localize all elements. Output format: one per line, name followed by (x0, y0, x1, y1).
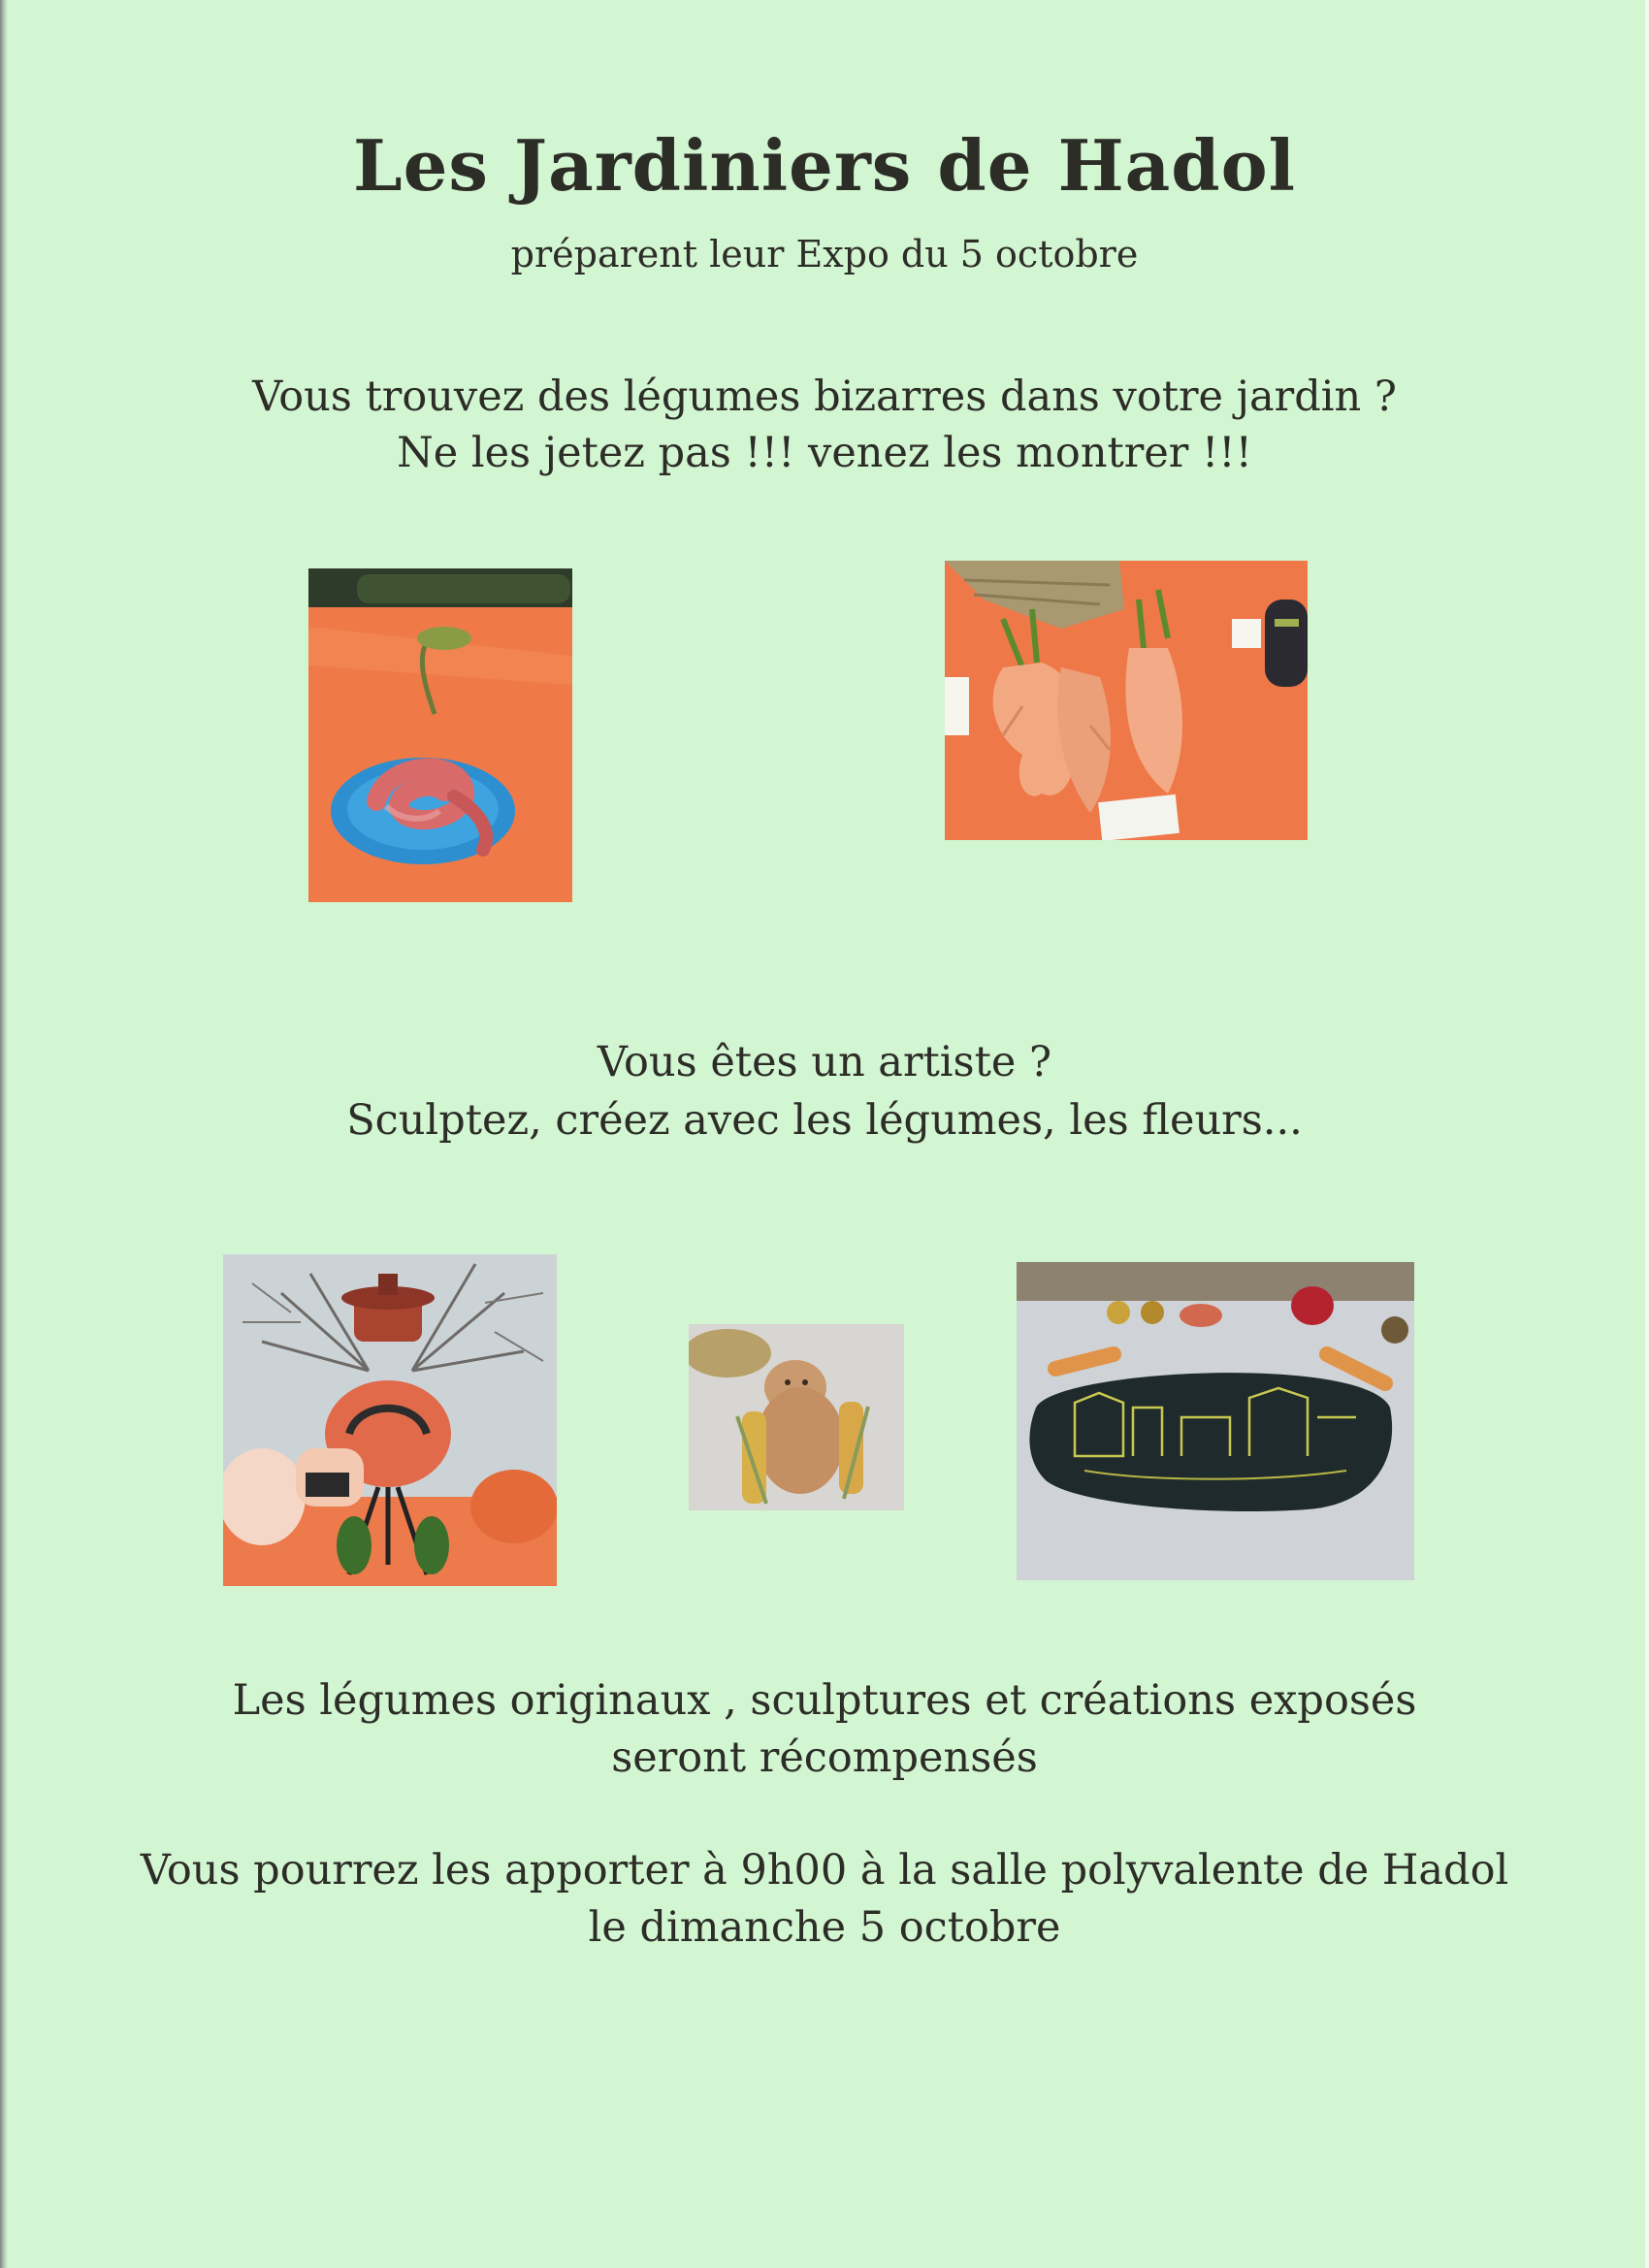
section4-line2: le dimanche 5 octobre (588, 1903, 1061, 1952)
section2-line2: Sculptez, créez avec les légumes, les fleurs... (346, 1096, 1303, 1145)
section1-line1: Vous trouvez des légumes bizarres dans votre jardin ? (252, 373, 1397, 421)
section3-line1: Les légumes originaux , sculptures et créations exposés (232, 1676, 1417, 1725)
section2-line1: Vous êtes un artiste ? (597, 1038, 1052, 1086)
coiled-vegetable-photo (308, 568, 572, 902)
flyer-title: Les Jardiniers de Hadol (352, 124, 1297, 207)
forked-carrots-photo (945, 561, 1308, 840)
section3-line2: seront récompensés (611, 1733, 1038, 1782)
potato-figure-photo (689, 1324, 904, 1510)
flyer-subtitle: préparent leur Expo du 5 octobre (510, 233, 1139, 275)
section1-line2: Ne les jetez pas !!! venez les montrer !!! (397, 429, 1252, 477)
carved-zucchini-photo (1017, 1262, 1414, 1580)
section4-line1: Vous pourrez les apporter à 9h00 à la salle polyvalente de Hadol (140, 1846, 1509, 1895)
pumpkin-sculpture-photo (223, 1254, 557, 1586)
